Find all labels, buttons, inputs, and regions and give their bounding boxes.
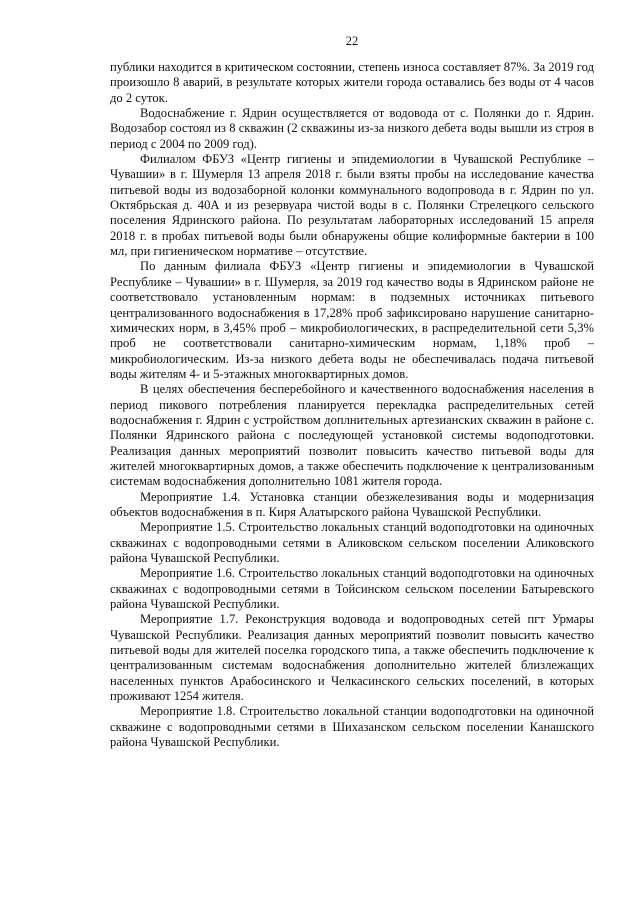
paragraph-hygiene-center-samples: Филиалом ФБУЗ «Центр гигиены и эпидемиологии в Чувашской Республике – Чувашии» в г. Шумерля 13 апреля 2018 г. были взяты пробы на исследование качества питьевой воды из водозаборной колонки коммунального водопровода в г. Ядрин по ул. Октябрьская д. 40А и из резервуара чистой воды в с. Полянки Стрелецкого сельского поселения Ядринского района. По результатам лабораторных исследований 15 апреля 2018 г. в пробах питьевой воды были обнаружены общие колиформные бактерии в 100 мл, при гигиеническом нормативе – отсутствие. [110,152,594,259]
paragraph-measure-1-8: Мероприятие 1.8. Строительство локальной станции водоподготовки на одиночной скважине с водопроводными сетями в Шихазанском сельском поселении Канашского района Чувашской Республики. [110,704,594,750]
paragraph-measure-1-6: Мероприятие 1.6. Строительство локальных станций водоподготовки на одиночных скважинах с водопроводными сетями в Тойсинском сельском поселении Батыревского района Чувашской Республики. [110,566,594,612]
paragraph-continuation: публики находится в критическом состоянии, степень износа составляет 87%. За 2019 год произошло 8 аварий, в результате которых жители города оставались без воды от 4 часов до 2 суток. [110,60,594,105]
paragraph-measure-1-5: Мероприятие 1.5. Строительство локальных станций водоподготовки на одиночных скважинах с водопроводными сетями в Аликовском сельском поселении Аликовского района Чувашской Республики. [110,520,594,565]
paragraph-yadrin-water-supply: Водоснабжение г. Ядрин осуществляется от водовода от с. Полянки до г. Ядрин. Водозабор состоял из 8 скважин (2 скважины из-за низкого дебета воды вышли из строя в период с 2004 по 2009 год). [110,106,594,151]
paragraph-measure-1-7: Мероприятие 1.7. Реконструкция водовода и водопроводных сетей пгт Урмары Чувашской Республики. Реализация данных мероприятий позволит повысить качество питьевой воды для жителей поселка городского типа, а также обеспечить подключение к централизованным системам водоснабжения дополнительно жителей близлежащих населенных пунктов Арабосинского и Челкасинского сельских поселений, в которых проживают 1254 жителя. [110,612,594,704]
page-number: 22 [345,34,359,48]
paragraph-planned-measures: В целях обеспечения бесперебойного и качественного водоснабжения населения в период пикового потребления планируется перекладка распределительных сетей водоснабжения г. Ядрин с устройством доплнительных артезианских скважин в районе с. Полянки Ядринского района с последующей установкой системы водоподготовки. Реализация данных мероприятий позволит повысить качество питьевой воды для жителей многоквартирных домов, а также обеспечить подключение к централизованным системам водоснабжения дополнительно 1081 жителя города. [110,382,594,489]
paragraph-water-quality-2019: По данным филиала ФБУЗ «Центр гигиены и эпидемиологии в Чувашской Республике – Чувашии» в г. Шумерля, за 2019 год качество воды в Ядринском районе не соответствовало установленным нормам: в подземных источниках питьевого централизованного водоснабжения в 17,28% проб зафиксировано нарушение санитарно-химических норм, в 3,45% проб – микробиологических, в распределительной сети 5,3% проб не соответствовали санитарно-химическим нормам, 1,18% проб – микробиологическим. Из-за низкого дебета воды не обеспечивалась подача питьевой воды жителям 4- и 5-этажных многоквартирных домов. [110,259,594,381]
paragraph-measure-1-4: Мероприятие 1.4. Установка станции обезжелезивания воды и модернизация объектов водоснабжения в п. Киря Алатырского района Чувашской Республики. [110,489,594,519]
